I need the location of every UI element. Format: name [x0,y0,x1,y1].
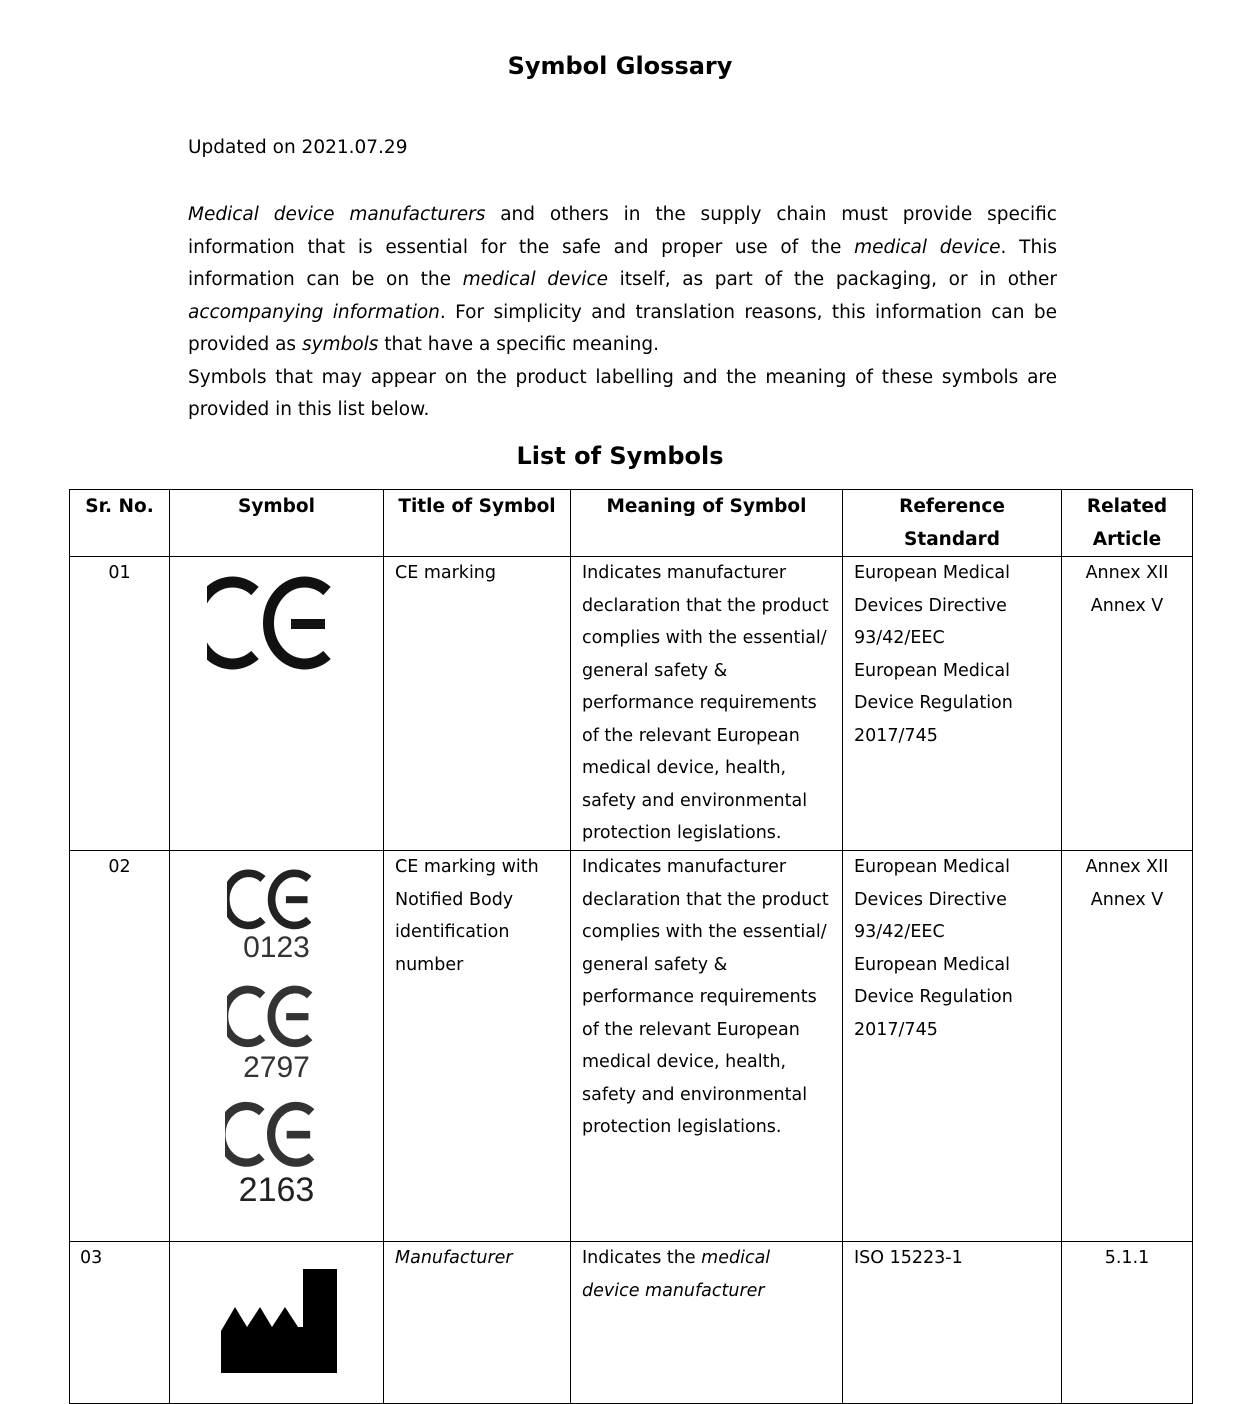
reference-item: ISO 15223-1 [854,1248,963,1268]
intro-paragraph-1-run: Medical device manufacturers [188,204,486,225]
meaning-cell: Indicates manufacturer declaration that the product complies with the essential/ general safety & performance requirements of the relevant European medical device, health, safety and environmental protection legislations. [571,557,843,851]
sr-no-cell: 02 [70,851,170,1242]
meaning-run: Indicates the [582,1248,702,1268]
title-cell: CE marking [384,557,571,851]
intro-paragraph-1-run: itself, as part of the packaging, or in other [608,269,1057,290]
table-row [70,557,1193,851]
intro-paragraph-1-run: medical device [462,269,608,290]
page-title: Symbol Glossary [507,52,733,80]
reference-cell [843,851,1062,1242]
updated-date: Updated on 2021.07.29 [188,137,408,158]
article-item: Annex V [1090,595,1164,616]
ce-notified-body-block [181,963,372,1083]
sr-no-cell: 03 [70,1242,170,1404]
intro-paragraph-1-run: symbols [301,334,379,355]
ce-mark-icon [225,1097,329,1173]
article-item: Annex V [1090,889,1164,910]
intro-paragraph-1 [188,199,1057,362]
symbol-cell [170,1242,384,1404]
intro-paragraph-1-run: that have a specific meaning. [378,334,659,355]
article-item: Annex XII [1085,857,1169,877]
intro-paragraph-1-run: . This information can be on the [188,236,1057,290]
reference-item: European Medical Devices Directive 93/42/EEC [854,563,1010,648]
intro-text [188,199,1057,427]
table-row [70,1242,1193,1404]
table-header-row [70,490,1193,557]
article-cell [1062,557,1193,851]
title-text: Manufacturer [395,1248,513,1268]
column-header-article: Related Article [1062,490,1193,557]
title-cell: CE marking with Notified Body identification number [384,851,571,1242]
column-header-reference: Reference Standard [843,490,1062,557]
notified-body-number: 2797 [243,1051,310,1084]
column-header-meaning: Meaning of Symbol [571,490,843,557]
article-cell [1062,851,1193,1242]
article-cell: 5.1.1 [1062,1242,1193,1404]
reference-item: European Medical Device Regulation 2017/745 [854,954,1013,1040]
intro-paragraph-1-run: medical device [854,236,1001,258]
meaning-cell: Indicates manufacturer declaration that the product complies with the essential/ general safety & performance requirements of the relevant European medical device, health, safety and environmental protection legislations. [571,851,843,1242]
reference-item: European Medical Device Regulation 2017/745 [854,660,1013,746]
meaning-run: medical device manufacturer [582,1248,771,1301]
meaning-cell [571,1242,843,1404]
column-header-sr-no: Sr. No. [70,490,170,557]
reference-item: European Medical Devices Directive 93/42/EEC [854,857,1010,942]
notified-body-number: 0123 [243,931,310,964]
title-cell [384,1242,571,1404]
list-title: List of Symbols [516,442,724,470]
column-header-symbol: Symbol [170,490,384,557]
symbol-cell [170,851,384,1242]
intro-paragraph-1-run: and others in the supply chain must provide specific information that is essential for the safe and proper use of the [188,204,1057,258]
ce-notified-body-block [181,1083,372,1207]
table-row [70,851,1193,1242]
ce-mark-icon [227,865,327,935]
article-item: Annex XII [1085,563,1169,583]
ce-mark-icon [227,981,327,1053]
manufacturer-factory-icon [217,1265,337,1377]
intro-paragraph-1-run: accompanying information [188,301,440,323]
notified-body-number: 2163 [238,1171,315,1209]
intro-paragraph-2: Symbols that may appear on the product labelling and the meaning of these symbols are provided in this list below. [188,366,1057,420]
ce-mark-icon [207,569,347,679]
symbols-table [69,489,1193,1404]
intro-paragraph-1-run: . For simplicity and translation reasons, this information can be provided as [188,301,1057,355]
reference-cell [843,1242,1062,1404]
ce-notified-body-block [181,851,372,963]
sr-no-cell: 01 [70,557,170,851]
column-header-title: Title of Symbol [384,490,571,557]
reference-cell [843,557,1062,851]
symbol-cell [170,557,384,851]
